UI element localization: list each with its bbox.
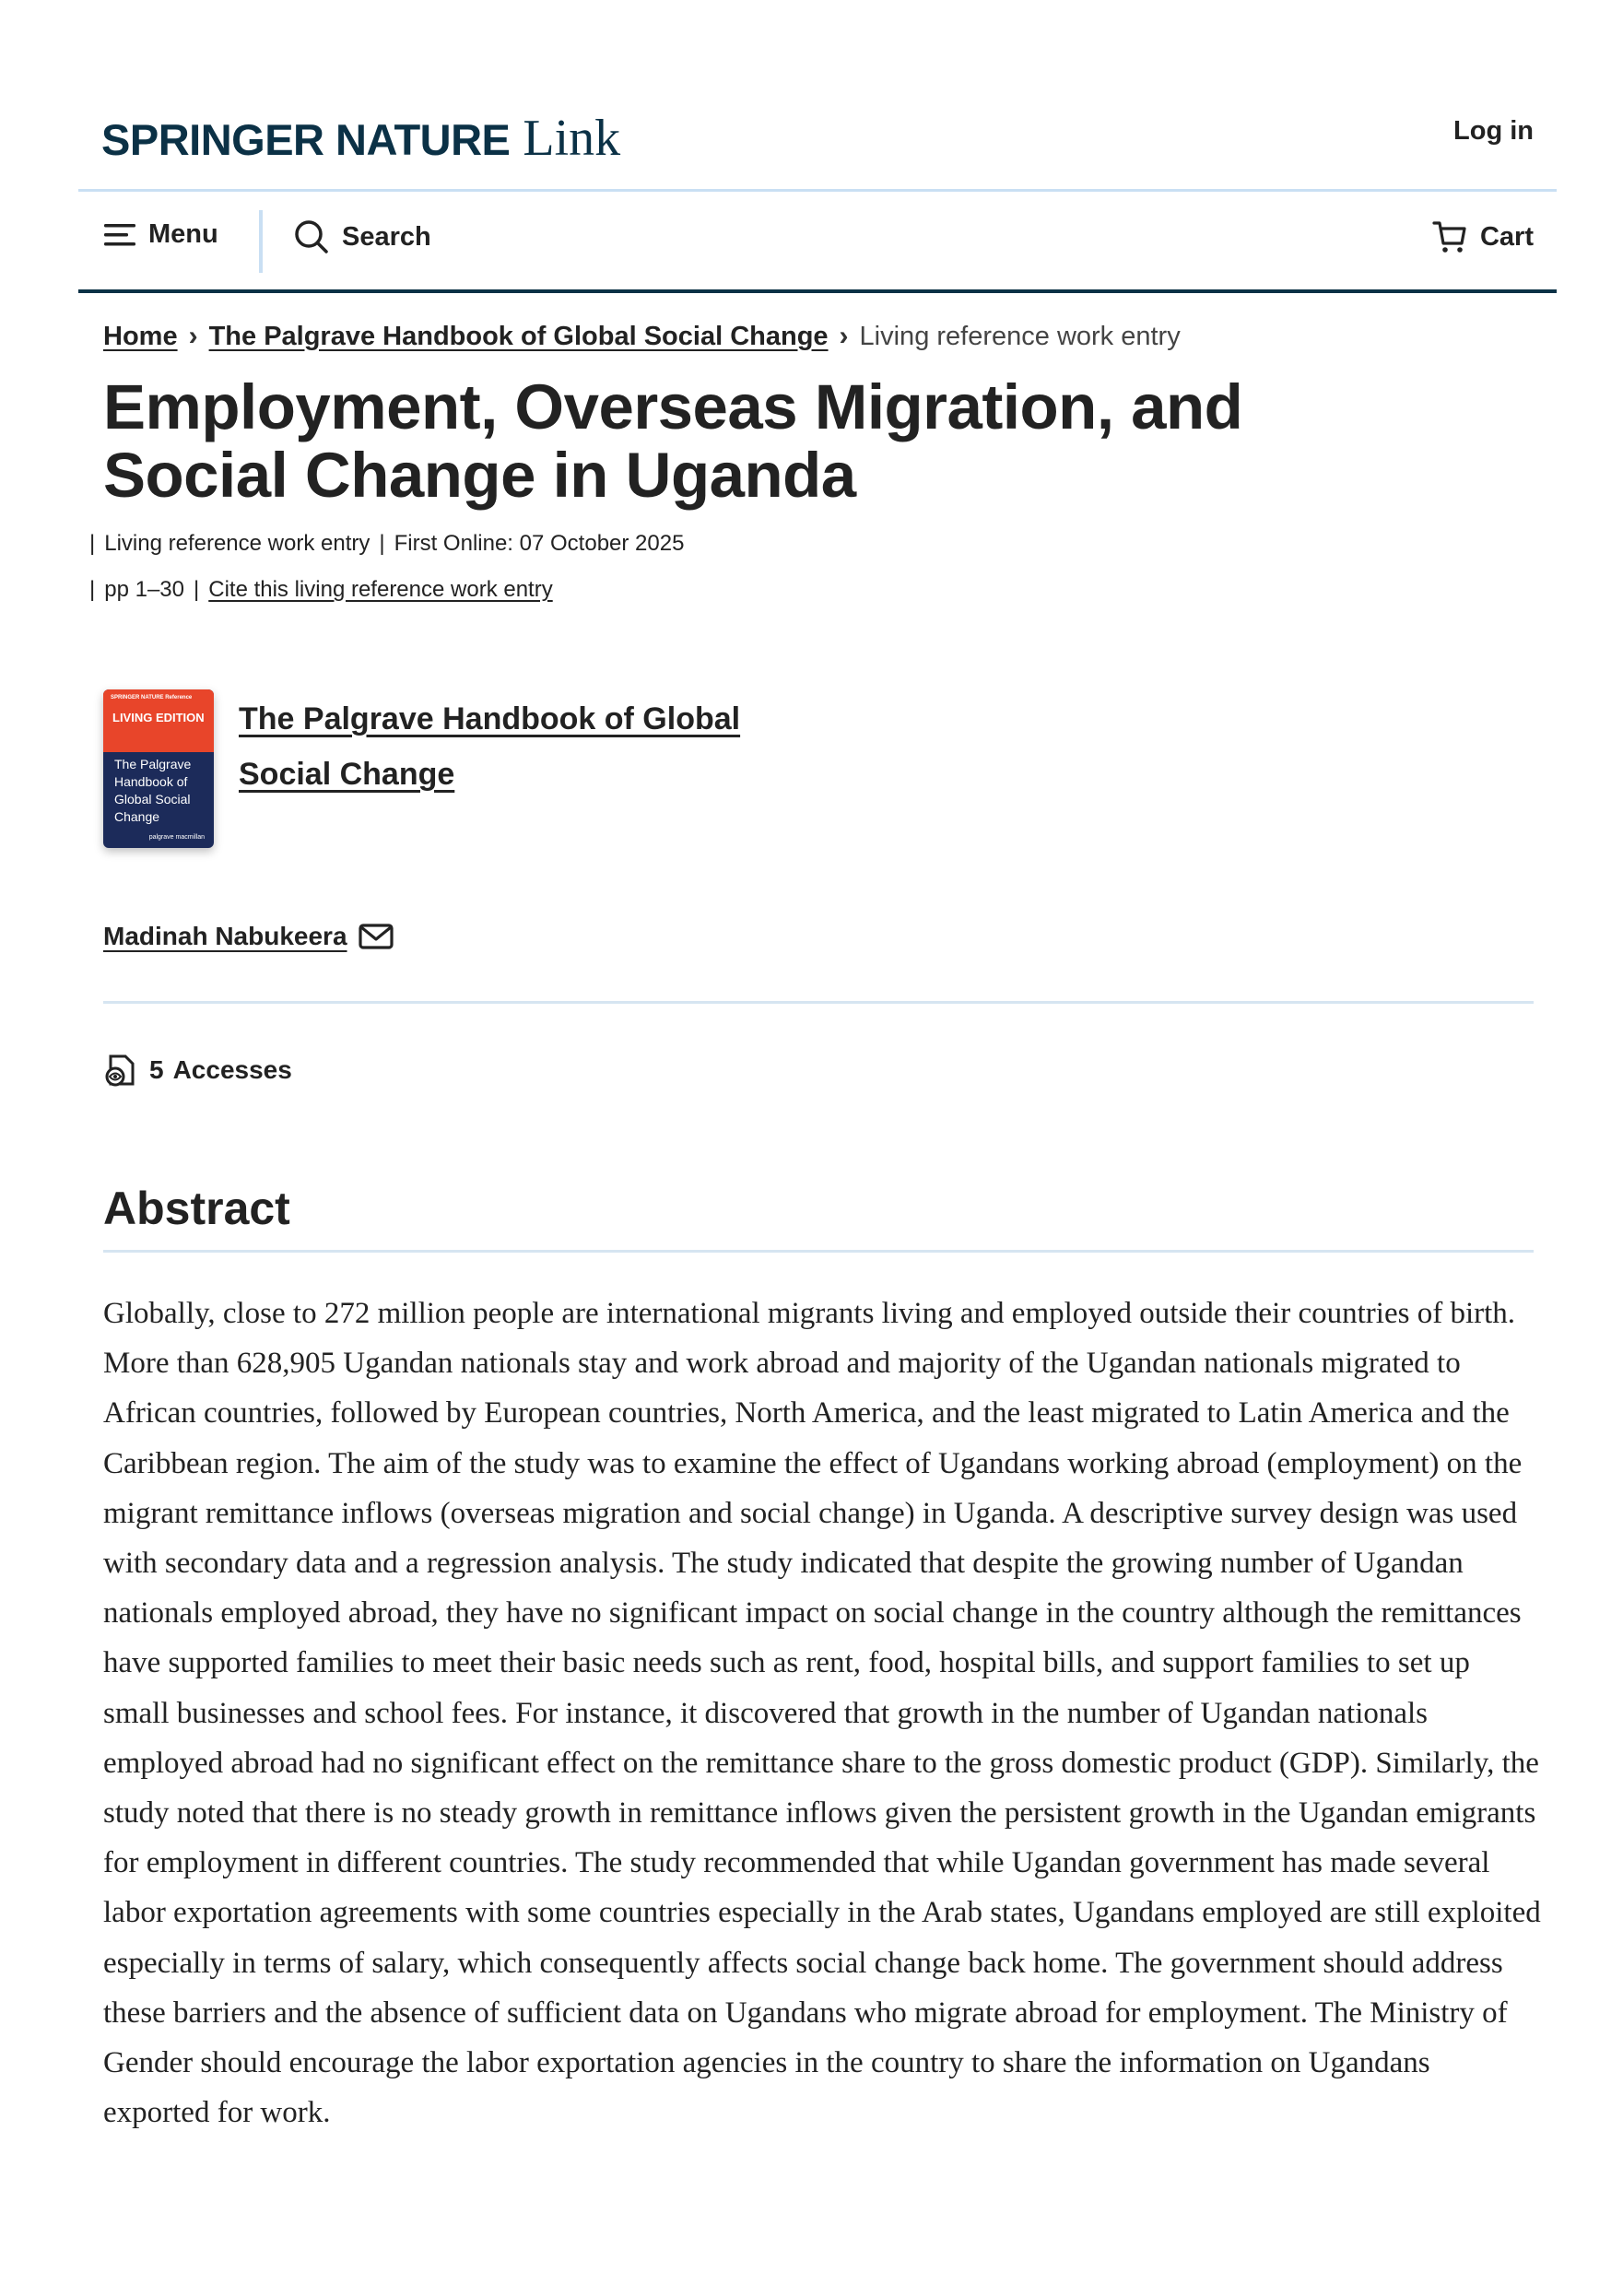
divider [103, 1001, 1534, 1004]
meta-separator: | [89, 577, 96, 602]
cart-icon [1432, 219, 1467, 254]
nav-separator [259, 210, 263, 273]
book-title [239, 691, 755, 802]
breadcrumb [103, 321, 1181, 352]
email-icon[interactable] [359, 923, 394, 950]
search-icon [294, 219, 329, 254]
cover-top-band [103, 689, 214, 752]
accesses-metric [103, 1053, 292, 1088]
cover-publisher: SPRINGER NATURE Reference [111, 695, 193, 701]
book-cover[interactable] [103, 689, 214, 848]
meta-separator: | [379, 531, 385, 556]
abstract-heading: Abstract [103, 1183, 290, 1234]
cover-title: The Palgrave Handbook of Global Social Change [114, 757, 192, 824]
nav-bar [78, 192, 1557, 293]
abstract-divider [103, 1250, 1534, 1253]
search-button[interactable] [294, 219, 431, 254]
page [78, 0, 1557, 2130]
cart-label: Cart [1479, 221, 1534, 252]
author-name-link[interactable]: Madinah Nabukeera [103, 922, 347, 950]
book-title-link[interactable]: The Palgrave Handbook of Global Social Change [239, 701, 741, 792]
search-label: Search [342, 221, 431, 252]
logo-springer-nature: SPRINGER NATURE [101, 115, 511, 164]
article-meta-line-2 [89, 577, 553, 603]
entry-type: Living reference work entry [104, 531, 370, 556]
meta-separator: | [194, 577, 200, 602]
chevron-right-icon: › [839, 321, 849, 351]
page-title: Employment, Overseas Migration, and Social Change in Uganda [103, 371, 1243, 511]
article-meta-line-1 [89, 531, 684, 557]
breadcrumb-home[interactable]: Home [103, 321, 178, 351]
chevron-right-icon: › [188, 321, 198, 351]
accesses-label: Accesses [172, 1055, 292, 1084]
first-online: First Online: 07 October 2025 [394, 531, 685, 556]
abstract-text: Globally, close to 272 million people are international migrants living and employed outside their countries of birth. More than 628,905 Ugandan nationals stay and work abroad and majority of the Ugandan nationals migrated to African countries, followed by European countries, North America, and the least migrated to Latin America and the Caribbean region. The aim of the study was to examine the effect of Ugandans working abroad (employment) on the migrant remittance inflows (overseas migration and social change) in Uganda. A descriptive survey design was used with secondary data and a regression analysis. The study indicated that despite the growing number of Ugandan nationals employed abroad, they have no significant impact on social change in the country although the remittances have supported families to meet their basic needs such as rent, food, hospital bills, and support families to set up small businesses and school fees. For instance, it discovered that growth in the number of Ugandan nationals employed abroad had no significant effect on the remittance share to the gross domestic product (GDP). Similarly, the study noted that there is no steady growth in remittance inflows given the persistent growth in the Ugandan emigrants for employment in different countries. The study recommended that while Ugandan government has made several labor exportation agreements with some countries especially in the Arab states, Ugandans employed are still exploited especially in terms of salary, which consequently affects social change back home. The government should address these barriers and the absence of sufficient data on Ugandans who migrate abroad for employment. The Ministry of Gender should encourage the labor exportation agencies in the country to share the information on Ugandans exported for work. [103, 1297, 1541, 2130]
site-header [78, 0, 1557, 189]
meta-separator: | [89, 531, 96, 556]
page-range: pp 1–30 [104, 577, 184, 602]
breadcrumb-book[interactable]: The Palgrave Handbook of Global Social Change [208, 321, 829, 351]
login-link[interactable]: Log in [1453, 116, 1534, 146]
cart-button[interactable] [1432, 219, 1534, 254]
download-icon [103, 1053, 138, 1088]
breadcrumb-current: Living reference work entry [859, 321, 1181, 351]
accesses-count: 5 [149, 1055, 164, 1084]
cover-imprint: palgrave macmillan [148, 834, 205, 841]
author [103, 922, 394, 951]
menu-label: Menu [148, 219, 218, 249]
hamburger-icon [104, 223, 135, 247]
cite-link[interactable]: Cite this living reference work entry [208, 577, 553, 602]
logo-link: Link [523, 110, 621, 167]
site-logo[interactable] [101, 109, 620, 168]
menu-button[interactable] [104, 219, 218, 250]
cover-edition: LIVING EDITION [112, 711, 205, 724]
